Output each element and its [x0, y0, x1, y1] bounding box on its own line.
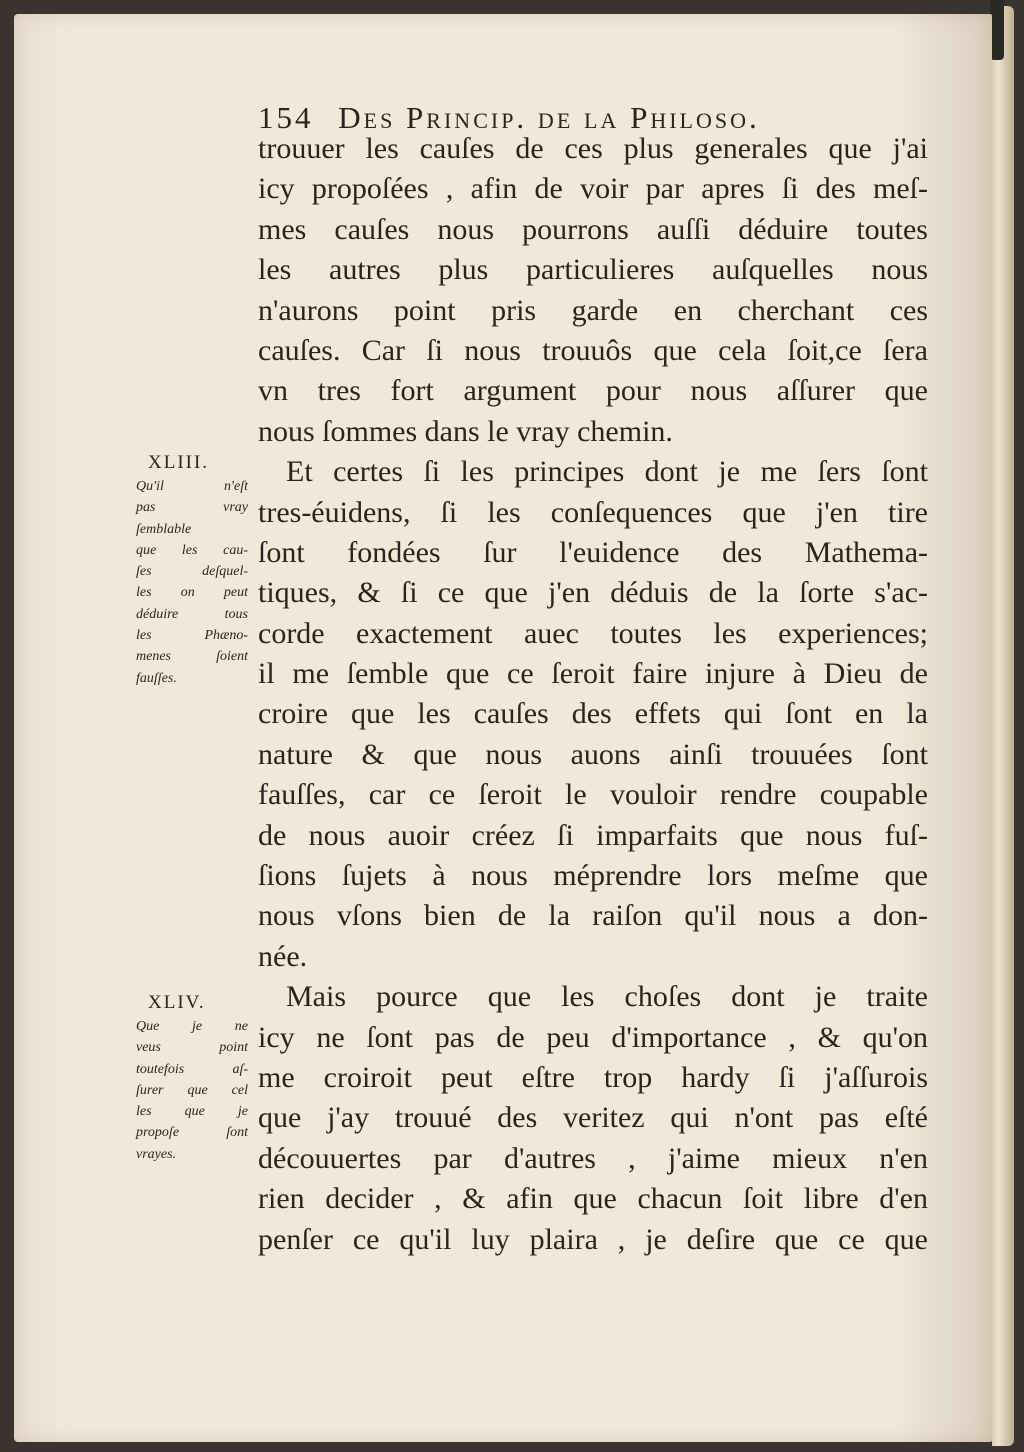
margin-note-line: propoſe ſont	[136, 1125, 248, 1141]
page-number: 154	[258, 100, 314, 135]
margin-note-line: veus point	[136, 1040, 248, 1056]
margin-note-line: ſemblable	[136, 521, 192, 537]
text-line: icy ne ſont pas de peu d'importance , & qu'on	[258, 1020, 928, 1054]
margin-note-line: ſes deſquel-	[136, 564, 248, 580]
margin-note-line: pas vray	[136, 500, 248, 516]
text-line: nous ſommes dans le vray chemin.	[258, 414, 673, 448]
margin-note-line: que les cau-	[136, 542, 248, 558]
text-line: nous vſons bien de la raiſon qu'il nous a don-	[258, 899, 928, 933]
text-line: les autres plus particulieres auſquelles nous	[258, 253, 928, 287]
text-line: cauſes. Car ſi nous trouuôs que cela ſoit,ce ſera	[258, 333, 928, 367]
text-line: ſions ſujets à nous méprendre lors meſme que	[258, 859, 928, 893]
text-line: me croiroit peut eſtre trop hardy ſi j'aſſurois	[258, 1060, 928, 1094]
text-line: rien decider , & afin que chacun ſoit libre d'en	[258, 1182, 928, 1216]
page-edge	[992, 6, 1014, 1446]
text-line: trouuer les cauſes de ces plus generales que j'ai	[258, 132, 928, 165]
running-title: Des Princip. de la Philoso.	[338, 100, 760, 135]
margin-note-line: les on peut	[136, 585, 248, 601]
text-line: découuertes par d'autres , j'aime mieux n'en	[258, 1141, 928, 1175]
margin-note-line: menes ſoient	[136, 649, 248, 665]
margin-note-number: XLIV.	[148, 992, 206, 1013]
main-text	[258, 129, 928, 1260]
margin-note-line: déduire tous	[136, 606, 248, 622]
margin-note-line: vrayes.	[136, 1146, 177, 1162]
text-line: corde exactement auec toutes les experiences;	[258, 616, 928, 650]
text-line: nature & que nous auons ainſi trouuées ſont	[258, 737, 928, 771]
text-line: fauſſes, car ce ſeroit le vouloir rendre coupable	[258, 778, 928, 812]
margin-note-line: Que je ne	[136, 1019, 248, 1034]
margin-note-line: toutefois aſ-	[136, 1061, 248, 1077]
text-line: il me ſemble que ce ſeroit faire injure à Dieu de	[258, 657, 928, 691]
margin-note-line: fauſſes.	[136, 670, 177, 686]
text-line: croire que les cauſes des effets qui ſont en la	[258, 697, 928, 731]
text-line: tiques, & ſi ce que j'en déduis de la ſorte s'ac-	[258, 576, 928, 610]
bookmark-ribbon	[990, 0, 1004, 60]
paragraph-start-line: Mais pource que les choſes dont je traite	[286, 980, 928, 1014]
text-line: n'aurons point pris garde en cherchant ces	[258, 293, 928, 327]
text-line: tres-éuidens, ſi les conſequences que j'en tire	[258, 495, 928, 529]
margin-note-line: les Phæno-	[136, 628, 248, 644]
text-line: mes cauſes nous pourrons auſſi déduire toutes	[258, 212, 928, 246]
margin-note-xliv	[136, 992, 248, 1165]
text-line: penſer ce qu'il luy plaira , je deſire que ce que	[258, 1222, 928, 1256]
margin-note-number: XLIII.	[148, 452, 210, 473]
margin-note-xliii	[136, 452, 248, 689]
text-line: ſont fondées ſur l'euidence des Mathema-	[258, 535, 928, 569]
paragraph-start-line: Et certes ſi les principes dont je me ſers ſont	[286, 455, 928, 489]
text-line: icy propoſées , afin de voir par apres ſi des meſ-	[258, 172, 928, 206]
text-line: de nous auoir créez ſi imparfaits que nous fuſ-	[258, 818, 928, 852]
margin-note-line: ſurer que cel	[136, 1082, 248, 1098]
margin-note-line: Qu'il n'eſt	[136, 479, 248, 494]
text-line: vn tres fort argument pour nous aſſurer que	[258, 374, 928, 408]
text-line: que j'ay trouué des veritez qui n'ont pas eſté	[258, 1101, 928, 1135]
text-line: née.	[258, 939, 308, 973]
margin-note-line: les que je	[136, 1104, 248, 1120]
